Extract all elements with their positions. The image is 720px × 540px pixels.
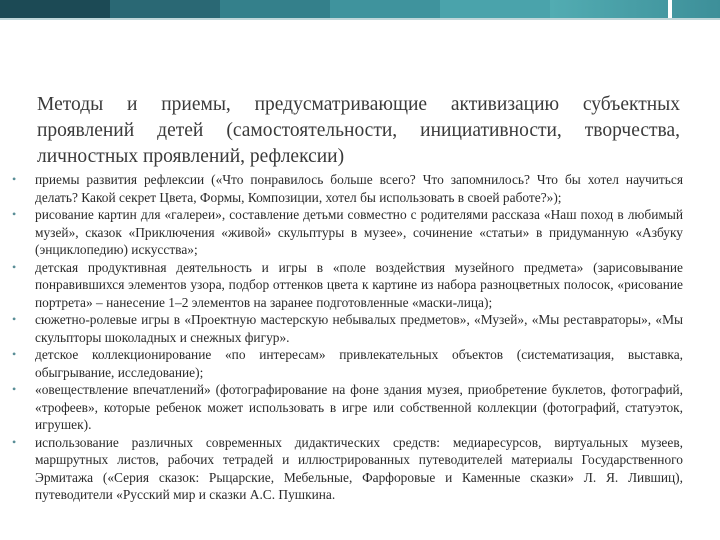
bullet-icon: • <box>12 347 17 361</box>
list-item-text: детское коллекционирование «по интересам» привлекательных объектов (систематизация, выставка, обыгрывание, исследование); <box>35 347 683 380</box>
list-item-text: детская продуктивная деятельность и игры в «поле воздействия музейного предмета» (зарисовывание понравившихся элементов узора, подбор оттенков цвета к картине из набора разноцветных полосок, «рисование портрета» – нанесение 1–2 элементов на заранее подготовленные «маски-лица); <box>35 259 683 310</box>
bullet-icon: • <box>12 207 17 221</box>
list-item-text: использование различных современных дидактических средств: медиаресурсов, виртуальных музеев, маршрутных листов, рабочих тетрадей и иллюстрированных путеводителей материалы Государственного Эрмитажа («Серия сказок: Рыцарские, Мебельные, Фарфоровые и Каменные сказки» Л. Я. Лившиц), путеводители «Русский мир и сказки А.С. Пушкина. <box>35 434 683 502</box>
list-item-text: рисование картин для «галереи», составление детьми совместно с родителями рассказа «Наш поход в любимый музей», сказок «Приключения «живой» скульптуры в музее», сочинение «статьи» в придуманную «Азбуку (энциклопедию) искусства»; <box>35 207 683 257</box>
bullet-list <box>0 171 720 504</box>
slide-title: Методы и приемы, предусматривающие активизацию субъектных проявлений детей (самостоятельности, инициативности, творчества, личностных проявлений, рефлексии) <box>37 94 680 167</box>
list-item <box>0 259 683 312</box>
bar-segment <box>550 0 720 18</box>
list-item <box>0 206 683 259</box>
top-decorative-bar <box>0 0 720 18</box>
bullet-icon: • <box>12 434 17 449</box>
list-item <box>0 381 683 434</box>
bar-segment <box>220 0 330 18</box>
bullet-icon: • <box>12 312 17 326</box>
list-item-text: сюжетно-ролевые игры в «Проектную мастерскую небывалых предметов», «Музей», «Мы реставраторы», «Мы скульпторы шоколадных и снежных фигур». <box>35 312 683 345</box>
bar-segment <box>110 0 220 18</box>
list-item <box>0 311 683 346</box>
bullet-icon: • <box>12 382 17 396</box>
bar-segment <box>440 0 550 18</box>
bar-segment <box>330 0 440 18</box>
list-item-text: приемы развития рефлексии («Что понравилось больше всего? Что запомнилось? Что бы хотел научиться делать? Какой секрет Цвета, Формы, Композиции, хотел бы использовать в своей работе?»); <box>35 172 683 205</box>
bullet-icon: • <box>12 259 17 274</box>
list-item <box>0 346 683 381</box>
list-item <box>0 434 683 504</box>
list-item-text: «овеществление впечатлений» (фотографирование на фоне здания музея, приобретение буклетов, фотографий, «трофеев», которые ребенок может использовать в игре или собственной коллекции (фотографий, статуэток, игрушек). <box>35 382 683 432</box>
bullet-icon: • <box>12 172 17 186</box>
bar-segment <box>0 0 110 18</box>
bar-accent-stripe <box>668 0 672 18</box>
header-underline <box>0 18 720 20</box>
list-item <box>0 171 683 206</box>
